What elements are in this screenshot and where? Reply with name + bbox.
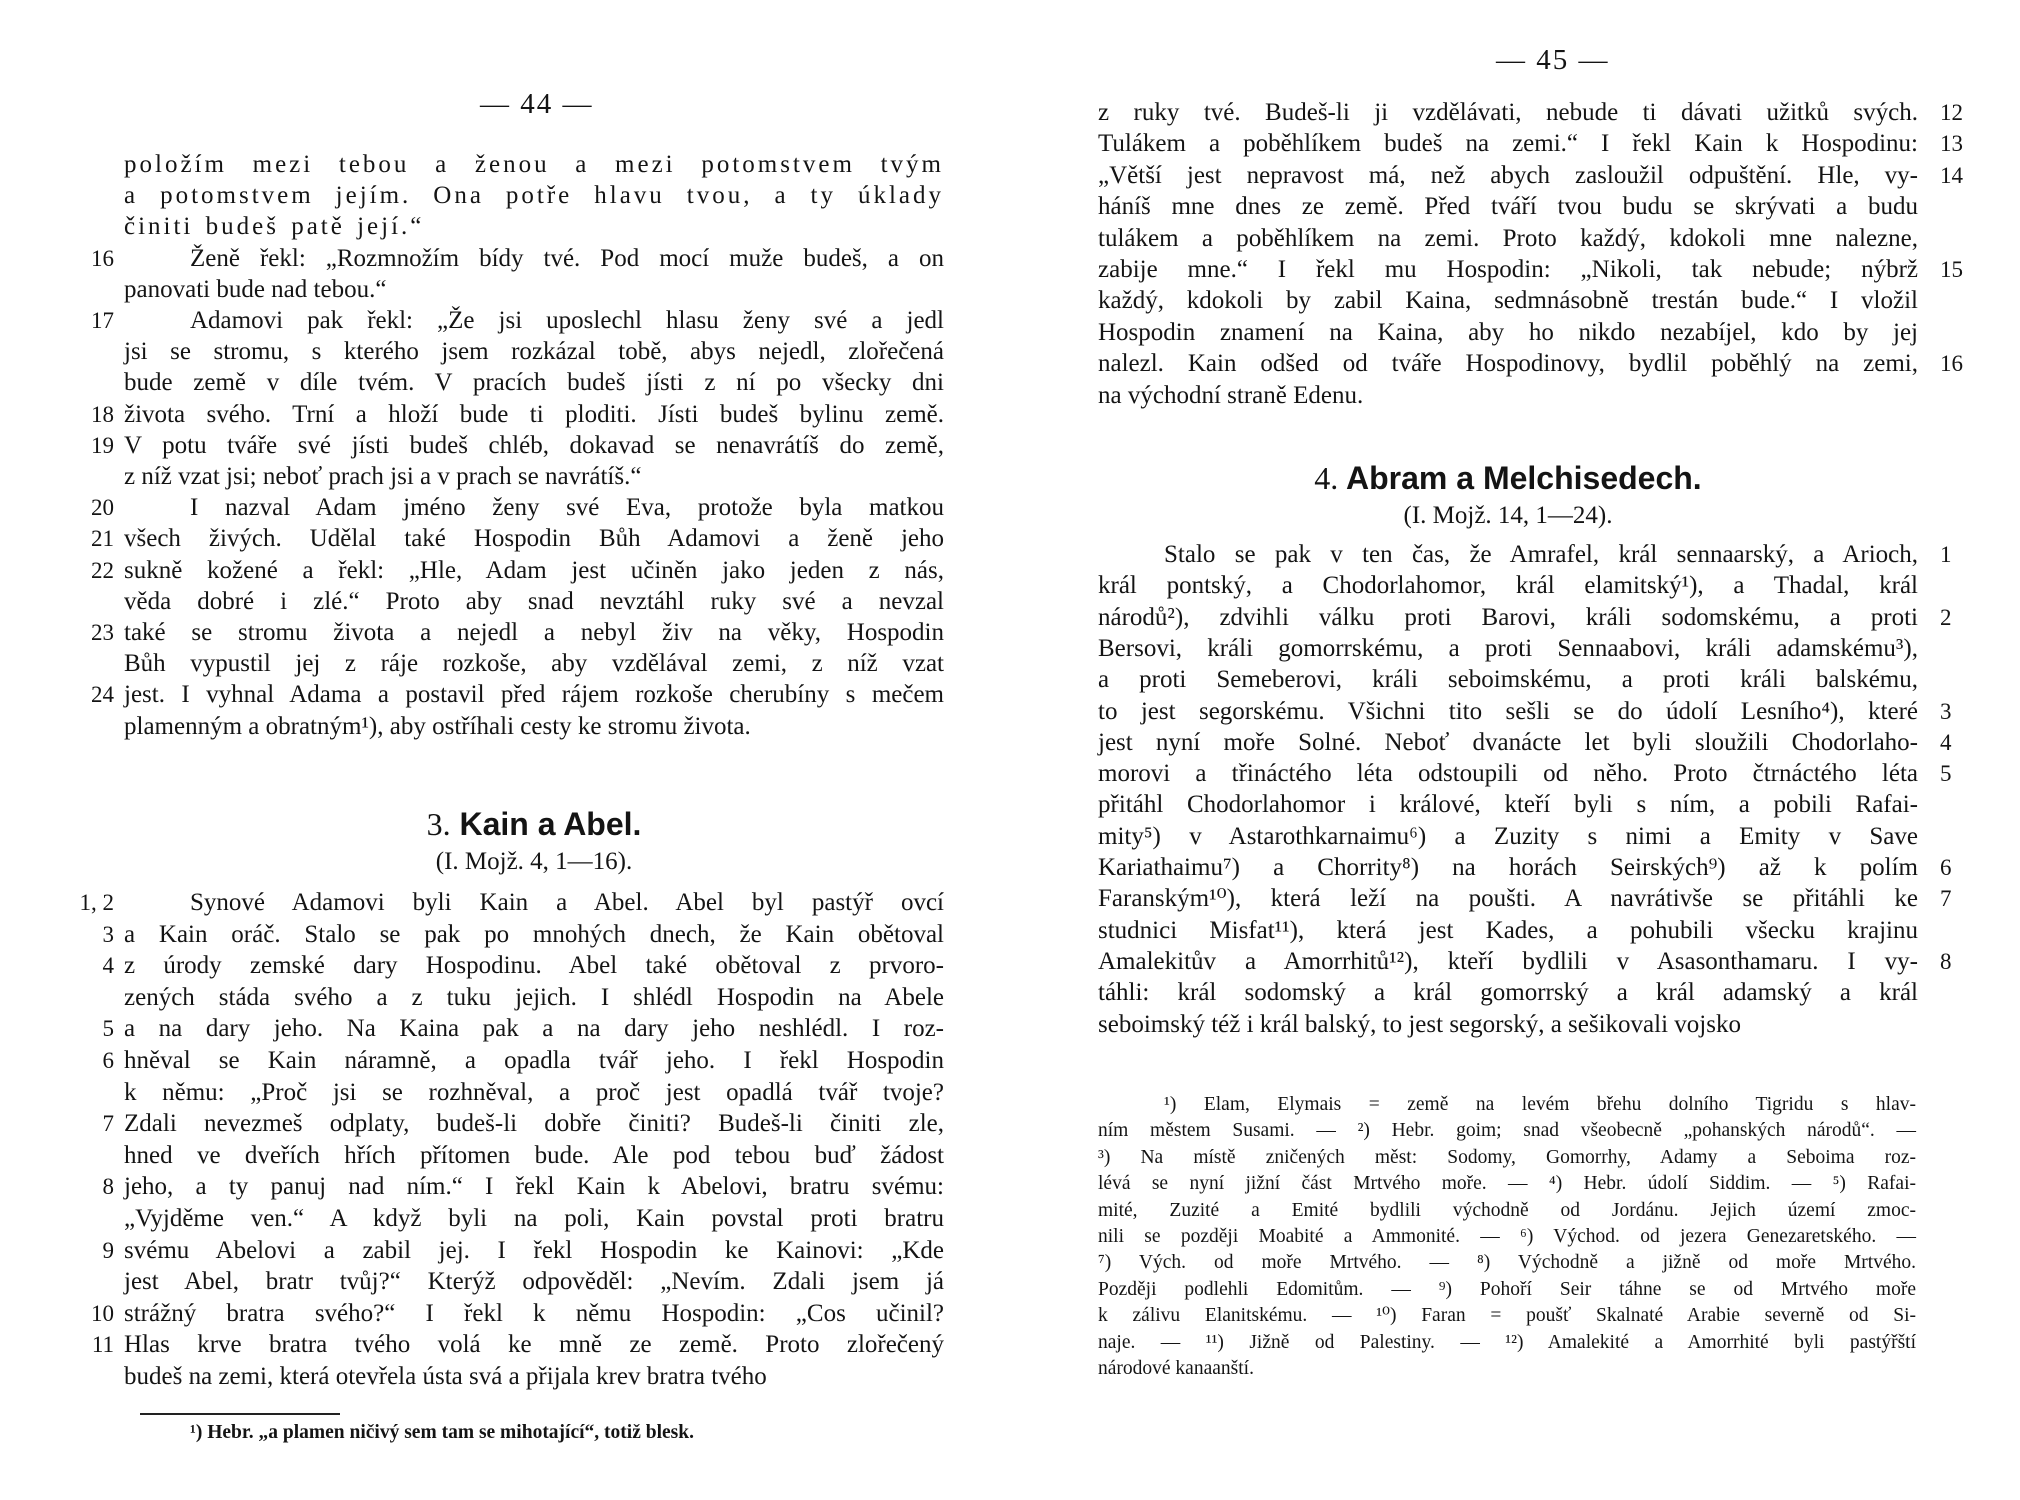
- text-line: Amalekitův a Amorrhitů¹²), kteří bydlili v Asasonthamaru. I vy-: [1098, 947, 1918, 975]
- page-number: — 44 —: [480, 88, 594, 120]
- text-line: bude země v díle tvém. V pracích budeš jísti z ní po všecky dni: [124, 369, 944, 397]
- footnote-line: ⁷) Vých. od moře Mrtvého. — ⁸) Východně a jižně od moře Mrtvého.: [1098, 1252, 1916, 1274]
- verse-number: 6: [1940, 855, 1952, 880]
- footnote-line: lévá se nyní jižní část Mrtvého moře. — ⁴) Hebr. údolí Siddim. — ⁵) Rafai-: [1098, 1173, 1916, 1195]
- verse-number: 11: [91, 1332, 114, 1358]
- footnote-line: ¹) Elam, Elymais = země na levém břehu dolního Tigridu s hlav-: [1164, 1094, 1916, 1115]
- verse-number: 12: [1940, 100, 1963, 125]
- text-line: studnici Misfat¹¹), která jest Kades, a pohubili všecku krajinu: [1098, 916, 1918, 944]
- footnote-line: nili se později Moabité a Ammonité. — ⁶) Východ. od jezera Genezaretského. —: [1098, 1226, 1916, 1247]
- section-heading: [124, 806, 944, 843]
- text-line: a Kain oráč. Stalo se pak po mnohých dnech, že Kain obětoval: [124, 920, 944, 948]
- text-line: věda dobré i zlé.“ Proto aby snad nevztáhl ruky své a nevzal: [124, 587, 944, 615]
- footnote-line: k zálivu Elanitskému. — ¹⁰) Faran = poušť Skalnaté Arabie severně od Si-: [1098, 1305, 1916, 1327]
- verse-number: 4: [102, 953, 114, 979]
- text-line: k němu: „Proč jsi se rozhněval, a proč jest opadlá tvář tvoje?: [124, 1078, 944, 1106]
- text-line: hned ve dveřích hřích přítomen bude. Ale pod tebou buď žádost: [124, 1141, 944, 1169]
- text-line: činiti budeš patě její.“: [124, 213, 425, 241]
- footnote-line: naje. — ¹¹) Jižně od Palestiny. — ¹²) Amalekité a Amorrhité byli pastýřští: [1098, 1331, 1916, 1353]
- verse-number: 19: [91, 432, 114, 458]
- verse-number: 6: [102, 1048, 114, 1073]
- text-line: mity⁵) v Astarothkarnaimu⁶) a Zuzity s nimi a Emity v Save: [1098, 822, 1918, 850]
- text-line: Adamovi pak řekl: „Že jsi uposlechl hlasu ženy své a jedl: [190, 307, 944, 334]
- verse-number: 1: [1940, 542, 1952, 567]
- section-title: Abram a Melchisedech.: [1346, 460, 1702, 496]
- text-line: „Vyjděme ven.“ A když byli na poli, Kain povstal proti bratru: [124, 1205, 944, 1232]
- verse-number: 10: [91, 1300, 114, 1326]
- text-line: táhli: král sodomský a král gomorrský a král adamský a král: [1098, 979, 1918, 1007]
- footnote: ¹) Hebr. „a plamen ničivý sem tam se mihotající“, totiž blesk.: [190, 1422, 694, 1443]
- verse-number: 8: [102, 1174, 114, 1200]
- verse-number: 24: [91, 682, 114, 708]
- verse-number: 22: [91, 557, 114, 583]
- verse-number: 16: [1940, 351, 1963, 377]
- verse-number: 17: [91, 308, 114, 333]
- section-reference: (I. Mojž. 4, 1—16).: [435, 848, 633, 875]
- verse-number: 2: [1940, 604, 1952, 630]
- text-line: to jest segorskému. Všichni tito sešli se do údolí Lesního⁴), které: [1098, 697, 1918, 725]
- text-line: V potu tváře své jísti budeš chléb, dokavad se nenavrátíš do země,: [124, 431, 944, 459]
- text-line: jeho, a ty panuj nad ním.“ I řekl Kain k Abelovi, bratru svému:: [124, 1173, 944, 1201]
- text-line: Synové Adamovi byli Kain a Abel. Abel byl pastýř ovcí: [190, 889, 944, 916]
- text-line: Bůh vypustil jej z ráje rozkoše, aby vzdělával zemi, z níž vzat: [124, 650, 944, 678]
- text-line: a potomstvem jejím. Ona potře hlavu tvou, a ty úklady: [124, 182, 944, 210]
- text-line: jest. I vyhnal Adama a postavil před rájem rozkoše cherubíny s mečem: [124, 681, 944, 709]
- text-line: zabije mne.“ I řekl mu Hospodin: „Nikoli, tak nebude; nýbrž: [1098, 256, 1918, 283]
- section-title: Kain a Abel.: [459, 806, 642, 842]
- text-line: budeš na zemi, která otevřela ústa svá a přijala krev bratra tvého: [124, 1363, 767, 1390]
- verse-number: 14: [1940, 162, 1963, 188]
- text-line: sukně kožené a řekl: „Hle, Adam jest učiněn jako jeden z nás,: [124, 556, 944, 584]
- text-line: z níž vzat jsi; neboť prach jsi a v prach se navrátíš.“: [124, 463, 642, 490]
- section-number: 3.: [426, 806, 451, 842]
- text-line: plamenným a obratným¹), aby ostříhali cesty ke stromu života.: [124, 712, 751, 740]
- text-line: hněval se Kain náramně, a opadla tvář jeho. I řekl Hospodin: [124, 1047, 944, 1074]
- verse-number: 3: [102, 921, 114, 947]
- text-line: háníš mne dnes ze země. Před tváří tvou budu se skrývati a budu: [1098, 193, 1918, 221]
- verse-number: 8: [1940, 948, 1952, 974]
- text-line: každý, kdokoli by zabil Kaina, sedmnásobně trestán bude.“ I vložil: [1098, 287, 1918, 315]
- verse-number: 5: [102, 1016, 114, 1042]
- verse-number: 16: [91, 245, 114, 271]
- text-line: panovati bude nad tebou.“: [124, 275, 387, 303]
- text-line: Hospodin znamení na Kaina, aby ho nikdo nezabíjel, kdo by jej: [1098, 318, 1918, 346]
- right-page: [1010, 0, 2020, 1500]
- text-line: „Větší jest nepravost má, než abych zasloužil odpuštění. Hle, vy-: [1098, 161, 1918, 189]
- footnote-line: národové kanaanští.: [1098, 1358, 1254, 1379]
- text-line: položím mezi tebou a ženou a mezi potomstvem tvým: [124, 151, 944, 178]
- verse-number: 7: [102, 1111, 114, 1137]
- text-line: Faranským¹⁰), která leží na poušti. A navrátivše se přitáhli ke: [1098, 885, 1918, 913]
- verse-number: 3: [1940, 698, 1952, 724]
- text-line: jest nyní moře Solné. Neboť dvanácte let byli sloužili Chodorlaho-: [1098, 728, 1918, 756]
- verse-number: 18: [91, 401, 114, 427]
- text-line: Stalo se pak v ten čas, že Amrafel, král sennaarský, a Arioch,: [1164, 541, 1918, 568]
- footnote-line: Později podlehli Edomitům. — ⁹) Pohoří Seir táhne se od Mrtvého moře: [1098, 1278, 1916, 1300]
- text-line: z úrody zemské dary Hospodinu. Abel také obětoval z prvoro-: [124, 952, 944, 980]
- verse-number: 4: [1940, 729, 1952, 755]
- footnote-rule: [140, 1413, 340, 1415]
- text-line: morovi a třináctého léta odstoupili od něho. Proto čtrnáctého léta: [1098, 760, 1918, 788]
- verse-number: 13: [1940, 131, 1963, 157]
- text-line: nalezl. Kain odšed od tváře Hospodinovy, bydlil poběhlý na zemi,: [1098, 350, 1918, 378]
- verse-number: 7: [1940, 886, 1952, 912]
- text-line: života svého. Trní a hloží bude ti ploditi. Jísti budeš bylinu země.: [124, 400, 944, 428]
- text-line: a na dary jeho. Na Kaina pak a na dary jeho neshlédl. I roz-: [124, 1015, 944, 1043]
- text-line: tulákem a poběhlíkem na zemi. Proto každý, kdokoli mne nalezne,: [1098, 224, 1918, 252]
- verse-number: 15: [1940, 257, 1963, 282]
- section-reference: (I. Mojž. 14, 1—24).: [1403, 502, 1613, 529]
- section-heading: [1098, 460, 1918, 497]
- text-line: také se stromu života a nejedl a nebyl živ na věky, Hospodin: [124, 619, 944, 646]
- text-line: zených stáda svého a z tuku jejich. I shlédl Hospodin na Abele: [124, 983, 944, 1011]
- verse-number: 5: [1940, 761, 1952, 787]
- verse-number: 1, 2: [79, 890, 114, 915]
- text-line: jsi se stromu, s kterého jsem rozkázal tobě, abys nejedl, zlořečená: [124, 338, 944, 366]
- text-line: Bersovi, králi gomorrskému, a proti Sennaabovi, králi adamskému³),: [1098, 634, 1918, 662]
- text-line: seboimský též i král balský, to jest segorský, a sešikovali vojsko: [1098, 1010, 1741, 1038]
- footnote-line: mité, Zuzité a Emité bydlili východně od Jordánu. Jejich území zmoc-: [1098, 1199, 1916, 1221]
- verse-number: 23: [91, 620, 114, 645]
- text-line: přitáhl Chodorlahomor i králové, kteří byli s ním, a pobili Rafai-: [1098, 791, 1918, 819]
- verse-number: 21: [91, 526, 114, 552]
- text-line: národů²), zdvihli válku proti Barovi, králi sodomskému, a proti: [1098, 603, 1918, 631]
- footnote-line: ³) Na místě zničených měst: Sodomy, Gomorrhy, Adamy a Seboima roz-: [1098, 1146, 1916, 1168]
- text-line: I nazval Adam jméno ženy své Eva, protože byla matkou: [190, 494, 944, 522]
- text-line: Tulákem a poběhlíkem budeš na zemi.“ I řekl Kain k Hospodinu:: [1098, 130, 1918, 158]
- text-line: strážný bratra svého?“ I řekl k němu Hospodin: „Cos učinil?: [124, 1299, 944, 1327]
- section-number: 4.: [1314, 460, 1339, 496]
- text-line: Hlas krve bratra tvého volá ke mně ze země. Proto zlořečený: [124, 1331, 944, 1359]
- verse-number: 9: [102, 1237, 114, 1263]
- text-line: jest Abel, bratr tvůj?“ Kterýž odpověděl: „Nevím. Zdali jsem já: [124, 1268, 944, 1296]
- page-number: — 45 —: [1496, 44, 1610, 76]
- text-line: Kariathaimu⁷) a Chorrity⁸) na horách Seirských⁹) až k polím: [1098, 854, 1918, 881]
- text-line: svému Abelovi a zabil jej. I řekl Hospodin ke Kainovi: „Kde: [124, 1236, 944, 1264]
- text-line: a proti Semeberovi, králi seboimskému, a proti králi balskému,: [1098, 666, 1918, 694]
- footnote-line: ním městem Susami. — ²) Hebr. goim; snad všeobecně „pohanských národů“. —: [1098, 1120, 1916, 1142]
- text-line: z ruky tvé. Budeš-li ji vzdělávati, nebude ti dávati užitků svých.: [1098, 99, 1918, 126]
- text-line: král pontský, a Chodorlahomor, král elamitský¹), a Thadal, král: [1098, 572, 1918, 600]
- text-line: Ženě řekl: „Rozmnožím bídy tvé. Pod mocí muže budeš, a on: [190, 244, 944, 272]
- text-line: všech živých. Udělal také Hospodin Bůh Adamovi a ženě jeho: [124, 525, 944, 553]
- verse-number: 20: [91, 495, 114, 521]
- text-line: na východní straně Edenu.: [1098, 381, 1364, 409]
- text-line: Zdali nevezmeš odplaty, budeš-li dobře činiti? Budeš-li činiti zle,: [124, 1110, 944, 1138]
